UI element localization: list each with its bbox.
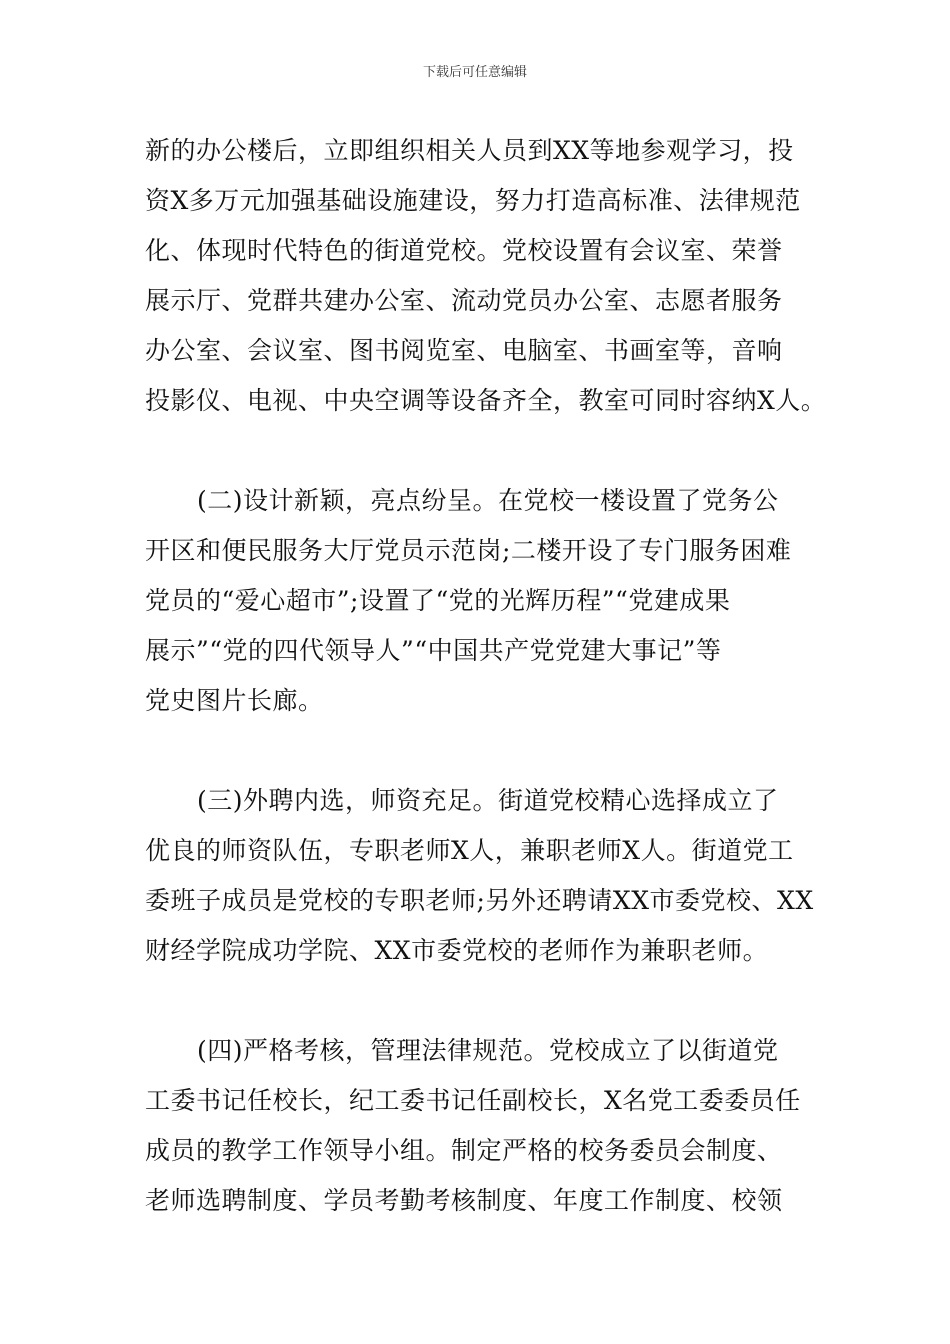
text-line: 开区和便民服务大厅党员示范岗;二楼开设了专门服务困难 [145, 536, 792, 565]
text-line: 财经学院成功学院、XX市委党校的老师作为兼职老师。 [145, 936, 769, 965]
paragraph-4 [145, 1026, 815, 1226]
text-line: 展示”“党的四代领导人”“中国共产党党建大事记”等 [145, 636, 722, 665]
page-header: 下载后可任意编辑 [422, 65, 527, 80]
paragraph-2 [145, 476, 815, 726]
text-line: 工委书记任校长，纪工委书记任副校长，X名党工委委员任 [145, 1086, 801, 1115]
text-line: 办公室、会议室、图书阅览室、电脑室、书画室等，音响 [145, 336, 783, 365]
text-line: 委班子成员是党校的专职老师;另外还聘请XX市委党校、XX [145, 886, 814, 915]
paragraph-3 [145, 776, 815, 976]
document-body [145, 126, 827, 1276]
text-line: 优良的师资队伍，专职老师X人，兼职老师X人。街道党工 [145, 836, 794, 865]
text-line: 资X多万元加强基础设施建设，努力打造高标准、法律规范 [145, 186, 801, 215]
text-line: 化、体现时代特色的街道党校。党校设置有会议室、荣誉 [145, 236, 783, 265]
text-line: 党史图片长廊。 [145, 686, 324, 715]
text-line: 老师选聘制度、学员考勤考核制度、年度工作制度、校领 [145, 1186, 783, 1215]
text-line: (二)设计新颖，亮点纷呈。在党校一楼设置了党务公 [197, 486, 779, 515]
text-line: (四)严格考核，管理法律规范。党校成立了以街道党 [197, 1036, 779, 1065]
paragraph-1 [145, 126, 827, 426]
text-line: 党员的“爱心超市”;设置了“党的光辉历程”“党建成果 [145, 586, 731, 615]
text-line: (三)外聘内选，师资充足。街道党校精心选择成立了 [197, 786, 779, 815]
text-line: 展示厅、党群共建办公室、流动党员办公室、志愿者服务 [145, 286, 783, 315]
text-line: 投影仪、电视、中央空调等设备齐全，教室可同时容纳X人。 [145, 386, 827, 415]
text-line: 成员的教学工作领导小组。制定严格的校务委员会制度、 [145, 1136, 783, 1165]
text-line: 新的办公楼后，立即组织相关人员到XX等地参观学习，投 [145, 136, 794, 165]
